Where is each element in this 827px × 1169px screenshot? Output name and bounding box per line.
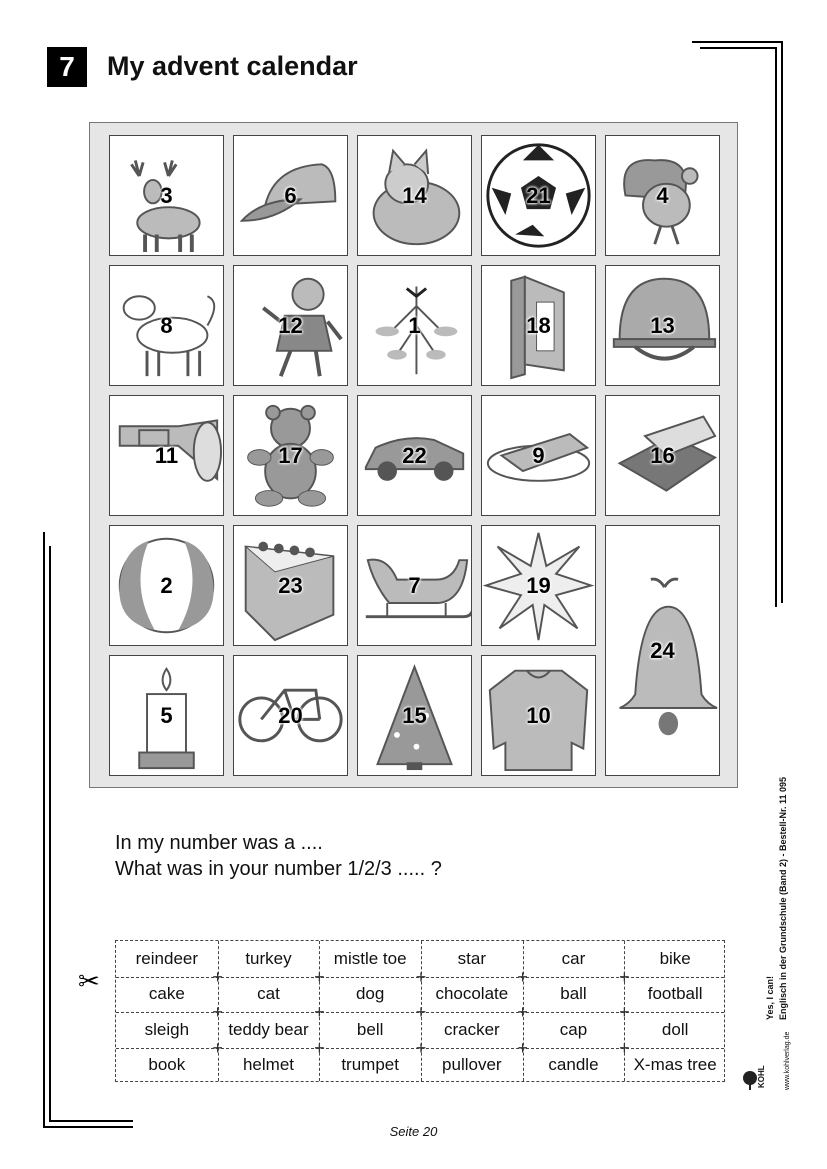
word-card: cap xyxy=(559,1019,588,1039)
word-card: reindeer xyxy=(135,948,199,968)
calendar-door-13 xyxy=(605,265,720,386)
door-number: 22 xyxy=(402,442,427,468)
calendar-door-10 xyxy=(481,655,596,776)
word-card: candle xyxy=(548,1055,599,1075)
cut-cross-mark: + xyxy=(314,966,325,987)
door-number: 5 xyxy=(160,702,173,728)
calendar-door-11 xyxy=(109,395,224,516)
prompt-line-2: What was in your number 1/2/3 ..... ? xyxy=(115,858,442,880)
calendar-door-9 xyxy=(481,395,596,516)
calendar-door-19 xyxy=(481,525,596,646)
door-number: 14 xyxy=(402,182,427,208)
word-card: helmet xyxy=(242,1055,294,1075)
calendar-door-3 xyxy=(109,135,224,256)
frame-line-right-inner xyxy=(775,47,777,607)
door-number: 11 xyxy=(154,442,179,468)
door-number: 10 xyxy=(526,702,551,728)
scissors-icon: ✂ xyxy=(78,966,100,996)
word-card: mistle toe xyxy=(333,948,407,968)
frame-line-top-right-inner xyxy=(700,47,776,49)
calendar-door-12 xyxy=(233,265,348,386)
calendar-door-23 xyxy=(233,525,348,646)
door-number: 6 xyxy=(284,182,297,208)
cut-cross-mark: + xyxy=(314,1037,325,1058)
calendar-door-18 xyxy=(481,265,596,386)
door-number: 1 xyxy=(408,312,421,338)
word-card: cake xyxy=(148,984,185,1004)
cut-cross-mark: + xyxy=(517,966,528,987)
prompt-line-1: In my number was a .... xyxy=(115,832,323,854)
publisher-name: KOHL xyxy=(757,1065,766,1088)
door-number: 12 xyxy=(278,312,303,338)
sidebar-book-info: Englisch in der Grundschule (Band 2) - Bestell-Nr. 11 095 xyxy=(778,776,788,1020)
door-number: 15 xyxy=(402,702,427,728)
calendar-door-24 xyxy=(605,525,720,776)
cut-cross-mark: + xyxy=(415,1037,427,1058)
calendar-door-14 xyxy=(357,135,472,256)
door-number: 4 xyxy=(656,182,669,208)
door-number: 13 xyxy=(650,312,675,338)
word-card: chocolate xyxy=(435,984,509,1004)
word-card: X-mas tree xyxy=(633,1055,717,1075)
advent-calendar-grid xyxy=(89,122,738,788)
door-number: 21 xyxy=(526,182,551,208)
calendar-door-2 xyxy=(109,525,224,646)
word-card: cat xyxy=(257,984,280,1004)
cut-cross-mark: + xyxy=(212,1037,223,1058)
cut-cross-mark: + xyxy=(619,1002,630,1022)
calendar-door-17 xyxy=(233,395,348,516)
word-card: car xyxy=(561,948,586,968)
calendar-door-21 xyxy=(481,135,596,256)
door-number: 16 xyxy=(650,442,675,468)
door-number: 20 xyxy=(278,702,303,728)
frame-line-bottom-inner xyxy=(49,1120,133,1122)
frame-line-left-inner xyxy=(49,546,51,1122)
cut-cross-mark: + xyxy=(415,966,427,987)
calendar-door-20 xyxy=(233,655,348,776)
frame-line-right-outer xyxy=(781,41,783,603)
word-card: trumpet xyxy=(341,1055,399,1075)
calendar-door-1 xyxy=(357,265,472,386)
door-number: 17 xyxy=(278,442,303,468)
door-number: 18 xyxy=(526,312,551,338)
door-number: 8 xyxy=(160,312,173,338)
word-card: book xyxy=(148,1055,186,1075)
word-card: pullover xyxy=(442,1055,502,1075)
publisher-url: www.kohlverlag.de xyxy=(784,1031,791,1090)
door-number: 7 xyxy=(408,572,421,598)
word-card: doll xyxy=(661,1019,689,1039)
word-card: teddy bear xyxy=(228,1019,309,1039)
cut-cross-mark: + xyxy=(619,1037,630,1058)
frame-line-left-outer xyxy=(43,532,45,1128)
word-card: dog xyxy=(355,984,385,1004)
word-card: bell xyxy=(356,1019,384,1039)
cut-cross-mark: + xyxy=(517,1037,528,1058)
sidebar-series-title: Yes, I can! xyxy=(765,975,775,1020)
door-number: 3 xyxy=(160,182,173,208)
door-number: 19 xyxy=(526,572,551,598)
calendar-door-5 xyxy=(109,655,224,776)
door-number: 9 xyxy=(532,442,545,468)
cut-out-word-grid xyxy=(115,940,725,1082)
calendar-door-6 xyxy=(233,135,348,256)
cut-cross-mark: + xyxy=(212,1002,223,1022)
cut-cross-mark: + xyxy=(314,1002,325,1022)
calendar-door-8 xyxy=(109,265,224,386)
cut-cross-mark: + xyxy=(415,1002,427,1022)
calendar-door-22 xyxy=(357,395,472,516)
word-card: sleigh xyxy=(144,1019,190,1039)
word-card: bike xyxy=(659,948,691,968)
cut-cross-mark: + xyxy=(619,966,630,987)
page-title: My advent calendar xyxy=(107,51,358,81)
cut-cross-mark: + xyxy=(212,966,223,987)
door-number: 23 xyxy=(278,572,303,598)
word-card: football xyxy=(647,984,703,1004)
calendar-door-15 xyxy=(357,655,472,776)
calendar-door-16 xyxy=(605,395,720,516)
section-number-badge xyxy=(47,47,87,87)
calendar-door-4 xyxy=(605,135,720,256)
word-card: cracker xyxy=(443,1019,500,1039)
word-card: ball xyxy=(560,984,587,1004)
door-number: 2 xyxy=(160,572,173,598)
section-number: 7 xyxy=(59,51,75,82)
word-card: turkey xyxy=(245,948,292,968)
door-number: 24 xyxy=(650,637,675,663)
frame-line-top-right-outer xyxy=(692,41,783,43)
word-card: star xyxy=(457,948,486,968)
page-number: Seite 20 xyxy=(389,1124,438,1139)
cut-cross-mark: + xyxy=(517,1002,528,1022)
calendar-door-7 xyxy=(357,525,472,646)
